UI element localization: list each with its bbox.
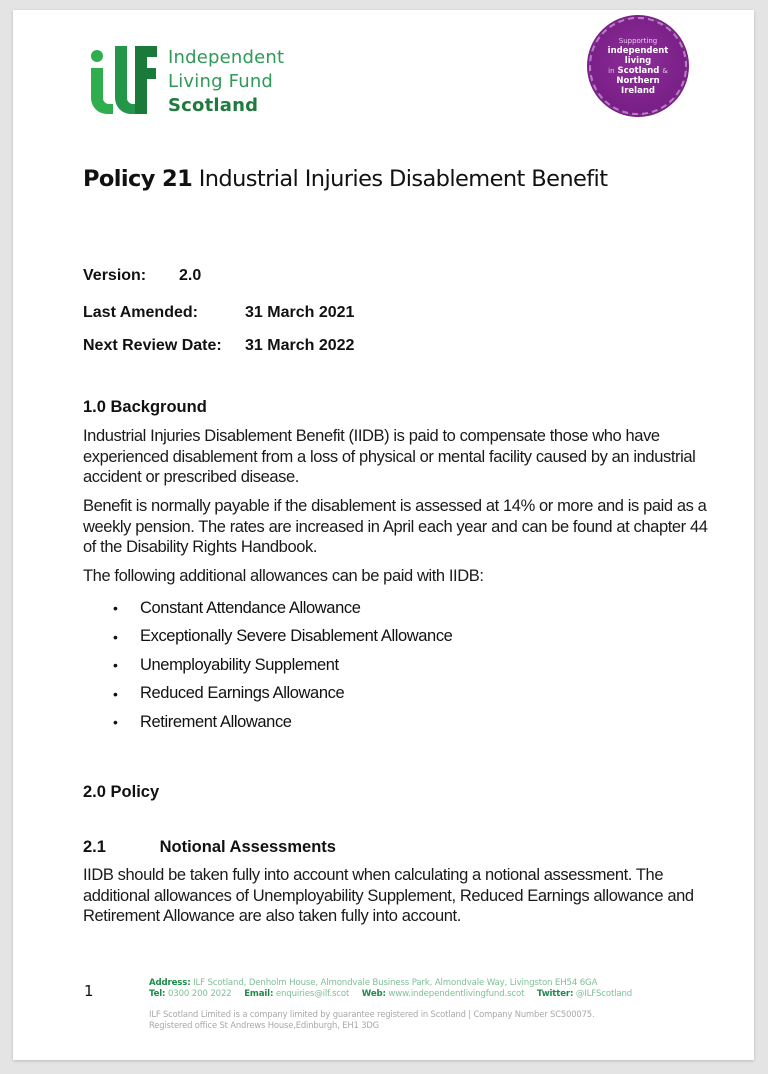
title-policy-number: Policy 21 (83, 166, 193, 192)
badge-line-6: Ireland (621, 85, 655, 96)
bullet-icon: • (113, 657, 118, 674)
background-paragraph-2: Benefit is normally payable if the disablement is assessed at 14% or more and is paid as a weekly pension. The rates are increased in April each year and can be found at chapter 44 of the Disability Rights Handbook. (83, 497, 708, 556)
logo-wordmark (168, 46, 284, 118)
document-title (83, 166, 607, 192)
supporting-badge (589, 17, 687, 115)
tel-value: 0300 200 2022 (167, 989, 232, 999)
next-review-label: Next Review Date: (83, 337, 222, 354)
background-paragraph-3: The following additional allowances can be paid with IIDB: (83, 567, 484, 585)
list-item (113, 594, 452, 623)
list-item (113, 623, 452, 652)
list-item (113, 651, 452, 680)
badge-line-1: Supporting (618, 36, 658, 45)
address-label: Address: (149, 978, 191, 988)
next-review-value: 31 March 2022 (245, 337, 355, 354)
address-value: ILF Scotland, Denholm House, Almondvale Business Park, Almondvale Way, Livingston EH54 6GA (193, 978, 598, 988)
last-amended-row (83, 304, 355, 322)
web-link[interactable]: www.independentlivingfund.scot (388, 989, 525, 999)
last-amended-label: Last Amended: (83, 304, 198, 321)
next-review-row (83, 337, 355, 355)
badge-line-3: living (624, 55, 652, 66)
last-amended-value: 31 March 2021 (245, 304, 355, 321)
ilf-logo (88, 38, 318, 118)
bullet-icon: • (113, 685, 118, 702)
version-row (83, 267, 202, 285)
badge-amp: & (662, 66, 668, 75)
page-footer (149, 978, 632, 1031)
twitter-label: Twitter: (536, 989, 574, 999)
logo-line-3: Scotland (168, 95, 259, 116)
email-link[interactable]: enquiries@ilf.scot (275, 989, 350, 999)
subsection-number: 2.1 (83, 838, 106, 856)
badge-line-4 (608, 66, 668, 76)
list-item-text: Constant Attendance Allowance (140, 598, 361, 617)
version-label: Version: (83, 267, 147, 284)
legal-line-1: ILF Scotland Limited is a company limited by guarantee registered in Scotland | Company Number SC500075. (149, 1009, 595, 1019)
logo-line-2: Living Fund (168, 71, 274, 92)
document-page (13, 10, 754, 1060)
footer-contact-line (149, 989, 632, 1000)
section-heading-policy: 2.0 Policy (83, 783, 160, 801)
list-item-text: Unemployability Supplement (140, 655, 339, 674)
bullet-icon: • (113, 600, 118, 617)
list-item (113, 708, 452, 737)
badge-line-5: Northern (616, 75, 660, 86)
subsection-title: Notional Assessments (159, 838, 336, 856)
title-text: Industrial Injuries Disablement Benefit (198, 166, 608, 192)
version-value: 2.0 (179, 267, 202, 284)
email-label: Email: (244, 989, 274, 999)
allowances-list (113, 594, 452, 737)
legal-line-2: Registered office St Andrews House,Edinburgh, EH1 3DG (149, 1020, 380, 1030)
ilf-logo-icon (88, 38, 163, 118)
list-item-text: Reduced Earnings Allowance (140, 684, 345, 703)
list-item-text: Exceptionally Severe Disablement Allowance (140, 627, 453, 646)
list-item-text: Retirement Allowance (140, 712, 292, 731)
footer-legal (149, 1009, 632, 1031)
page-number: 1 (84, 982, 94, 1000)
bullet-icon: • (113, 714, 118, 731)
badge-scotland: Scotland (617, 65, 660, 76)
policy-paragraph: IIDB should be taken fully into account when calculating a notional assessment. The additional allowances of Unemployability Supplement, Reduced Earnings allowance and Retirement Allowance are also taken fully into account. (83, 866, 694, 925)
logo-line-1: Independent (168, 47, 285, 68)
section-heading-background: 1.0 Background (83, 398, 207, 416)
subsection-heading-notional (83, 838, 336, 857)
twitter-link[interactable]: @ILFScotland (575, 989, 633, 999)
list-item (113, 680, 452, 709)
bullet-icon: • (113, 628, 118, 645)
badge-in: in (608, 66, 615, 75)
tel-label: Tel: (149, 989, 166, 999)
badge-line-2: independent (607, 45, 669, 56)
footer-address-line (149, 978, 632, 989)
background-paragraph-1: Industrial Injuries Disablement Benefit (IIDB) is paid to compensate those who have experienced disablement from a loss of physical or mental facility caused by an industrial accident or prescribed disease. (83, 427, 696, 486)
web-label: Web: (361, 989, 386, 999)
